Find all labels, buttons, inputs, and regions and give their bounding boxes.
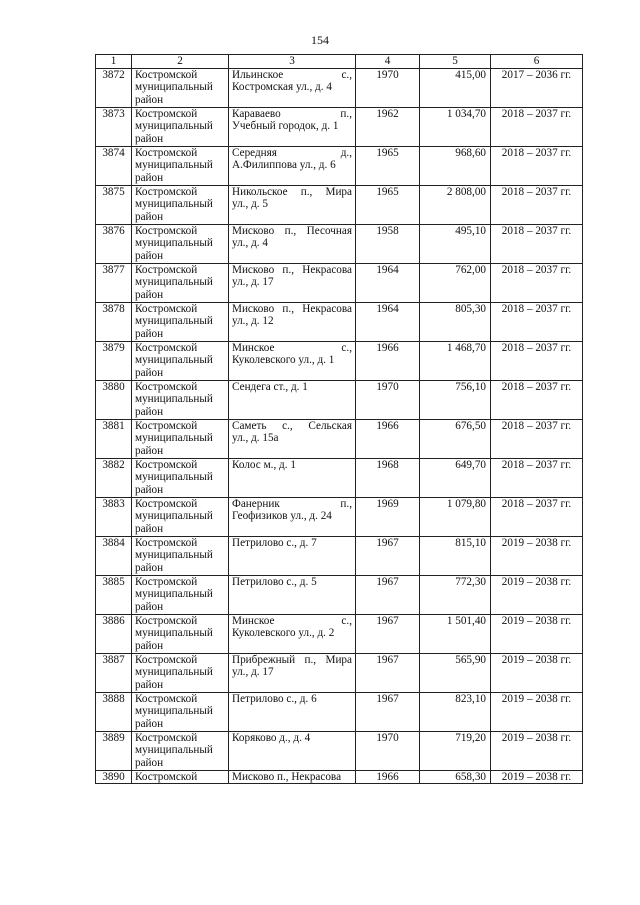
district-cell xyxy=(132,68,229,107)
address-line: Минское с., xyxy=(232,614,352,627)
district-line: муниципальный xyxy=(135,510,213,523)
address-line: Коряково д., д. 4 xyxy=(232,731,311,744)
district-line: муниципальный xyxy=(135,198,213,211)
year-built: 1967 xyxy=(356,614,420,653)
row-number: 3874 xyxy=(96,146,132,185)
table-row xyxy=(96,497,583,536)
district-line: Костромской xyxy=(135,497,198,510)
address-cell xyxy=(229,575,356,614)
address-line: ул., д. 15а xyxy=(232,432,279,445)
district-line: муниципальный xyxy=(135,315,213,328)
table-row xyxy=(96,107,583,146)
district-line: район xyxy=(135,756,164,769)
address-line: Куколевского ул., д. 2 xyxy=(232,627,335,640)
district-cell xyxy=(132,185,229,224)
address-cell xyxy=(229,302,356,341)
table-row xyxy=(96,731,583,770)
address-line: Саметь с., Сельская xyxy=(232,419,352,432)
year-built: 1967 xyxy=(356,692,420,731)
year-built: 1958 xyxy=(356,224,420,263)
district-cell xyxy=(132,770,229,784)
total-area: 1 079,80 xyxy=(420,497,491,536)
district-line: Костромской xyxy=(135,653,198,666)
address-line: Сендега ст., д. 1 xyxy=(232,380,308,393)
district-line: Костромской xyxy=(135,68,198,81)
district-line: муниципальный xyxy=(135,744,213,757)
table-row xyxy=(96,224,583,263)
address-line: А.Филиппова ул., д. 6 xyxy=(232,159,336,172)
row-number: 3887 xyxy=(96,653,132,692)
address-cell xyxy=(229,731,356,770)
total-area: 968,60 xyxy=(420,146,491,185)
total-area: 495,10 xyxy=(420,224,491,263)
row-number: 3878 xyxy=(96,302,132,341)
address-line: Минское с., xyxy=(232,341,352,354)
district-cell xyxy=(132,341,229,380)
district-line: район xyxy=(135,405,164,418)
column-header-6: 6 xyxy=(491,55,583,69)
address-cell xyxy=(229,419,356,458)
total-area: 1 501,40 xyxy=(420,614,491,653)
address-cell xyxy=(229,146,356,185)
repair-period: 2018 – 2037 гг. xyxy=(491,497,583,536)
total-area: 658,30 xyxy=(420,770,491,784)
column-header-4: 4 xyxy=(356,55,420,69)
year-built: 1964 xyxy=(356,263,420,302)
row-number: 3880 xyxy=(96,380,132,419)
repair-period: 2019 – 2038 гг. xyxy=(491,731,583,770)
repair-period: 2018 – 2037 гг. xyxy=(491,263,583,302)
total-area: 805,30 xyxy=(420,302,491,341)
repair-period: 2018 – 2037 гг. xyxy=(491,185,583,224)
row-number: 3882 xyxy=(96,458,132,497)
district-line: район xyxy=(135,288,164,301)
address-line: ул., д. 17 xyxy=(232,666,274,679)
total-area: 649,70 xyxy=(420,458,491,497)
address-line: Прибрежный п., Мира xyxy=(232,653,352,666)
district-line: Костромской xyxy=(135,263,198,276)
repair-period: 2019 – 2038 гг. xyxy=(491,653,583,692)
address-line: Петрилово с., д. 7 xyxy=(232,536,317,549)
address-cell xyxy=(229,380,356,419)
address-line: Мисково п., Некрасова xyxy=(232,263,352,276)
district-line: район xyxy=(135,210,164,223)
year-built: 1965 xyxy=(356,185,420,224)
district-line: Костромской xyxy=(135,185,198,198)
district-cell xyxy=(132,146,229,185)
district-line: район xyxy=(135,522,164,535)
row-number: 3879 xyxy=(96,341,132,380)
column-header-2: 2 xyxy=(132,55,229,69)
address-cell xyxy=(229,497,356,536)
address-line: Учебный городок, д. 1 xyxy=(232,120,339,133)
district-cell xyxy=(132,380,229,419)
total-area: 565,90 xyxy=(420,653,491,692)
total-area: 772,30 xyxy=(420,575,491,614)
district-cell xyxy=(132,536,229,575)
district-line: Костромской xyxy=(135,536,198,549)
table-row xyxy=(96,575,583,614)
address-cell xyxy=(229,68,356,107)
repair-period: 2019 – 2038 гг. xyxy=(491,614,583,653)
address-line: Колос м., д. 1 xyxy=(232,458,296,471)
year-built: 1967 xyxy=(356,536,420,575)
address-cell xyxy=(229,692,356,731)
district-line: Костромской xyxy=(135,692,198,705)
address-line: Петрилово с., д. 6 xyxy=(232,692,317,705)
total-area: 676,50 xyxy=(420,419,491,458)
year-built: 1966 xyxy=(356,770,420,784)
district-line: муниципальный xyxy=(135,354,213,367)
district-line: район xyxy=(135,366,164,379)
address-line: ул., д. 4 xyxy=(232,237,268,250)
table-row xyxy=(96,692,583,731)
repair-period: 2019 – 2038 гг. xyxy=(491,692,583,731)
row-number: 3883 xyxy=(96,497,132,536)
district-line: муниципальный xyxy=(135,237,213,250)
table-row xyxy=(96,302,583,341)
address-cell xyxy=(229,185,356,224)
row-number: 3876 xyxy=(96,224,132,263)
district-cell xyxy=(132,731,229,770)
column-header-3: 3 xyxy=(229,55,356,69)
district-line: район xyxy=(135,93,164,106)
column-number-row xyxy=(96,55,583,69)
address-line: Мисково п., Песочная xyxy=(232,224,352,237)
address-line: ул., д. 5 xyxy=(232,198,268,211)
table-row xyxy=(96,68,583,107)
address-cell xyxy=(229,458,356,497)
year-built: 1962 xyxy=(356,107,420,146)
total-area: 1 034,70 xyxy=(420,107,491,146)
year-built: 1968 xyxy=(356,458,420,497)
total-area: 762,00 xyxy=(420,263,491,302)
district-cell xyxy=(132,614,229,653)
table-body xyxy=(96,55,583,784)
address-cell xyxy=(229,224,356,263)
district-cell xyxy=(132,224,229,263)
district-line: муниципальный xyxy=(135,120,213,133)
year-built: 1965 xyxy=(356,146,420,185)
district-cell xyxy=(132,419,229,458)
address-line: Мисково п., Некрасова xyxy=(232,302,352,315)
year-built: 1967 xyxy=(356,575,420,614)
district-line: муниципальный xyxy=(135,549,213,562)
district-cell xyxy=(132,302,229,341)
table-row xyxy=(96,770,583,784)
district-line: район xyxy=(135,327,164,340)
repair-period: 2019 – 2038 гг. xyxy=(491,770,583,784)
address-line: Ильинское с., xyxy=(232,68,352,81)
district-cell xyxy=(132,263,229,302)
district-line: район xyxy=(135,249,164,262)
district-line: Костромской xyxy=(135,575,198,588)
row-number: 3881 xyxy=(96,419,132,458)
address-line: Костромская ул., д. 4 xyxy=(232,81,332,94)
address-line: Мисково п., Некрасова xyxy=(232,770,342,783)
district-cell xyxy=(132,653,229,692)
year-built: 1966 xyxy=(356,419,420,458)
housing-register-table xyxy=(95,54,583,784)
repair-period: 2018 – 2037 гг. xyxy=(491,380,583,419)
district-line: Костромской xyxy=(135,731,198,744)
address-line: Середняя д., xyxy=(232,146,352,159)
district-cell xyxy=(132,692,229,731)
district-line: муниципальный xyxy=(135,588,213,601)
total-area: 815,10 xyxy=(420,536,491,575)
row-number: 3885 xyxy=(96,575,132,614)
year-built: 1964 xyxy=(356,302,420,341)
district-line: муниципальный xyxy=(135,627,213,640)
district-line: муниципальный xyxy=(135,432,213,445)
row-number: 3890 xyxy=(96,770,132,784)
table-row xyxy=(96,458,583,497)
district-line: район xyxy=(135,561,164,574)
address-cell xyxy=(229,107,356,146)
row-number: 3886 xyxy=(96,614,132,653)
year-built: 1970 xyxy=(356,68,420,107)
column-header-5: 5 xyxy=(420,55,491,69)
address-line: ул., д. 17 xyxy=(232,276,274,289)
district-line: Костромской xyxy=(135,146,198,159)
repair-period: 2018 – 2037 гг. xyxy=(491,341,583,380)
district-line: Костромской xyxy=(135,380,198,393)
district-line: Костромской xyxy=(135,770,198,783)
district-line: район xyxy=(135,600,164,613)
address-line: Петрилово с., д. 5 xyxy=(232,575,317,588)
repair-period: 2018 – 2037 гг. xyxy=(491,458,583,497)
district-line: муниципальный xyxy=(135,666,213,679)
repair-period: 2017 – 2036 гг. xyxy=(491,68,583,107)
district-line: район xyxy=(135,678,164,691)
address-line: Куколевского ул., д. 1 xyxy=(232,354,335,367)
table-row xyxy=(96,380,583,419)
repair-period: 2018 – 2037 гг. xyxy=(491,224,583,263)
total-area: 719,20 xyxy=(420,731,491,770)
district-line: муниципальный xyxy=(135,159,213,172)
district-cell xyxy=(132,575,229,614)
year-built: 1970 xyxy=(356,380,420,419)
table-row xyxy=(96,614,583,653)
district-line: муниципальный xyxy=(135,705,213,718)
address-cell xyxy=(229,653,356,692)
row-number: 3875 xyxy=(96,185,132,224)
address-cell xyxy=(229,614,356,653)
year-built: 1970 xyxy=(356,731,420,770)
total-area: 2 808,00 xyxy=(420,185,491,224)
district-cell xyxy=(132,107,229,146)
row-number: 3888 xyxy=(96,692,132,731)
district-cell xyxy=(132,497,229,536)
repair-period: 2018 – 2037 гг. xyxy=(491,107,583,146)
total-area: 823,10 xyxy=(420,692,491,731)
district-line: муниципальный xyxy=(135,393,213,406)
district-cell xyxy=(132,458,229,497)
total-area: 756,10 xyxy=(420,380,491,419)
table-row xyxy=(96,341,583,380)
address-line: Никольское п., Мира xyxy=(232,185,352,198)
repair-period: 2019 – 2038 гг. xyxy=(491,575,583,614)
address-line: Караваево п., xyxy=(232,107,352,120)
district-line: муниципальный xyxy=(135,471,213,484)
district-line: Костромской xyxy=(135,341,198,354)
year-built: 1966 xyxy=(356,341,420,380)
repair-period: 2018 – 2037 гг. xyxy=(491,146,583,185)
column-header-1: 1 xyxy=(96,55,132,69)
district-line: Костромской xyxy=(135,614,198,627)
repair-period: 2018 – 2037 гг. xyxy=(491,302,583,341)
repair-period: 2018 – 2037 гг. xyxy=(491,419,583,458)
row-number: 3873 xyxy=(96,107,132,146)
district-line: Костромской xyxy=(135,224,198,237)
table-row xyxy=(96,263,583,302)
table-row xyxy=(96,419,583,458)
district-line: Костромской xyxy=(135,419,198,432)
repair-period: 2019 – 2038 гг. xyxy=(491,536,583,575)
district-line: район xyxy=(135,483,164,496)
table-row xyxy=(96,653,583,692)
address-cell xyxy=(229,536,356,575)
table-row xyxy=(96,146,583,185)
year-built: 1967 xyxy=(356,653,420,692)
district-line: район xyxy=(135,639,164,652)
address-cell xyxy=(229,341,356,380)
district-line: район xyxy=(135,132,164,145)
district-line: Костромской xyxy=(135,107,198,120)
table-row xyxy=(96,536,583,575)
row-number: 3877 xyxy=(96,263,132,302)
address-cell xyxy=(229,263,356,302)
address-line: Фанерник п., xyxy=(232,497,352,510)
total-area: 1 468,70 xyxy=(420,341,491,380)
total-area: 415,00 xyxy=(420,68,491,107)
address-line: Геофизиков ул., д. 24 xyxy=(232,510,332,523)
page-number: 154 xyxy=(311,33,329,47)
district-line: муниципальный xyxy=(135,81,213,94)
row-number: 3889 xyxy=(96,731,132,770)
address-cell xyxy=(229,770,356,784)
district-line: муниципальный xyxy=(135,276,213,289)
row-number: 3884 xyxy=(96,536,132,575)
table-row xyxy=(96,185,583,224)
year-built: 1969 xyxy=(356,497,420,536)
row-number: 3872 xyxy=(96,68,132,107)
district-line: район xyxy=(135,717,164,730)
district-line: район xyxy=(135,171,164,184)
address-line: ул., д. 12 xyxy=(232,315,274,328)
district-line: Костромской xyxy=(135,302,198,315)
district-line: район xyxy=(135,444,164,457)
district-line: Костромской xyxy=(135,458,198,471)
